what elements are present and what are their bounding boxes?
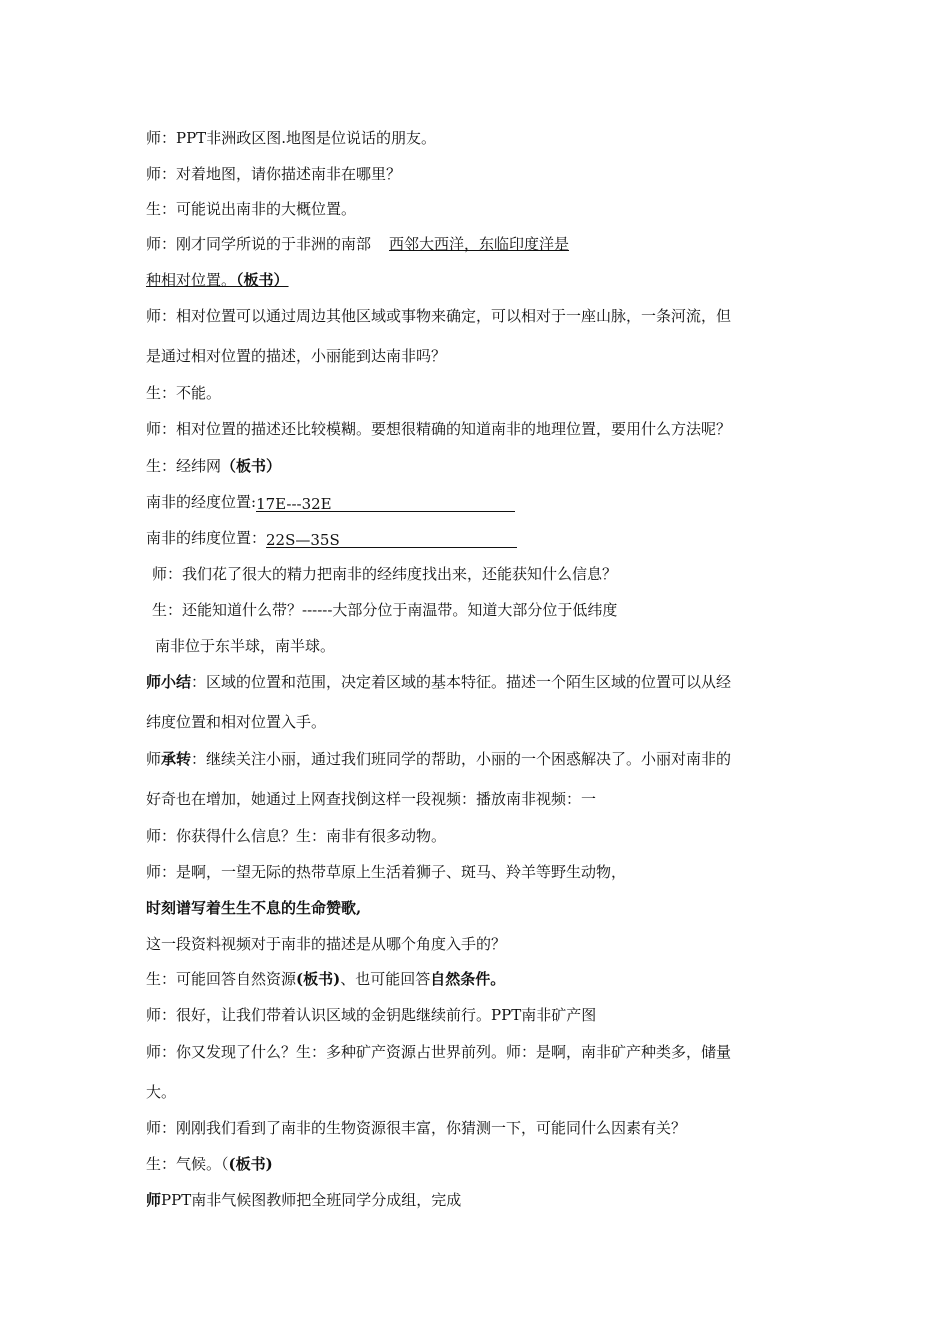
line-27: 大。 xyxy=(146,1083,177,1101)
line-3: 生：可能说出南非的大概位置。 xyxy=(146,200,357,218)
line-6: 师：相对位置可以通过周边其他区域或事物来确定，可以相对于一座山脉，一条河流，但 xyxy=(146,307,732,325)
line-23: 这一段资料视频对于南非的描述是从哪个角度入手的？ xyxy=(146,935,507,953)
line-13: 师：我们花了很大的精力把南非的经纬度找出来，还能获知什么信息？ xyxy=(152,565,618,583)
line-20: 师：你获得什么信息？生：南非有很多动物。 xyxy=(146,827,447,845)
latitude-blank: 22S—35S xyxy=(266,530,517,548)
line-11: 南非的经度位置:17E---32E xyxy=(146,492,515,512)
line-24: 生：可能回答自然资源(板书)、也可能回答自然条件。 xyxy=(146,970,506,988)
line-19: 好奇也在增加，她通过上网查找倒这样一段视频：播放南非视频：一 xyxy=(146,790,597,808)
line-29: 生：气候。（(板书) xyxy=(146,1155,273,1173)
line-1: 师：PPT非洲政区图.地图是位说话的朋友。 xyxy=(146,129,436,147)
line-21: 师：是啊，一望无际的热带草原上生活着狮子、斑马、羚羊等野生动物， xyxy=(146,863,627,881)
line-25: 师：很好，让我们带着认识区域的金钥匙继续前行。PPT南非矿产图 xyxy=(146,1006,597,1024)
line-10: 生：经纬网（板书） xyxy=(146,457,282,475)
line-8: 生：不能。 xyxy=(146,384,222,402)
line-2: 师：对着地图，请你描述南非在哪里？ xyxy=(146,165,402,183)
line-9: 师：相对位置的描述还比较模糊。要想很精确的知道南非的地理位置，要用什么方法呢？ xyxy=(146,420,732,438)
line-15: 南非位于东半球，南半球。 xyxy=(155,637,336,655)
line-26: 师：你又发现了什么？生：多种矿产资源占世界前列。师：是啊，南非矿产种类多，储量 xyxy=(146,1043,732,1061)
line-28: 师：刚刚我们看到了南非的生物资源很丰富，你猜测一下，可能同什么因素有关？ xyxy=(146,1119,687,1137)
line-17: 纬度位置和相对位置入手。 xyxy=(146,713,327,731)
line-7: 是通过相对位置的描述，小丽能到达南非吗？ xyxy=(146,347,447,365)
longitude-blank: 17E---32E xyxy=(256,494,515,512)
line-14: 生：还能知道什么带？------大部分位于南温带。知道大部分位于低纬度 xyxy=(152,601,618,619)
line-12: 南非的纬度位置：22S—35S xyxy=(146,528,517,548)
line-5: 种相对位置。（板书） xyxy=(146,271,289,289)
line-30: 师PPT南非气候图教师把全班同学分成组，完成 xyxy=(146,1191,462,1209)
line-4: 师：刚才同学所说的于非洲的南部 西邻大西洋，东临印度洋是 xyxy=(146,235,570,253)
line-18: 师承转：继续关注小丽，通过我们班同学的帮助，小丽的一个困惑解决了。小丽对南非的 xyxy=(146,750,732,768)
line-22: 时刻谱写着生生不息的生命赞歌, xyxy=(146,899,362,917)
line-16: 师小结：区域的位置和范围，决定着区域的基本特征。描述一个陌生区域的位置可以从经 xyxy=(146,673,732,691)
